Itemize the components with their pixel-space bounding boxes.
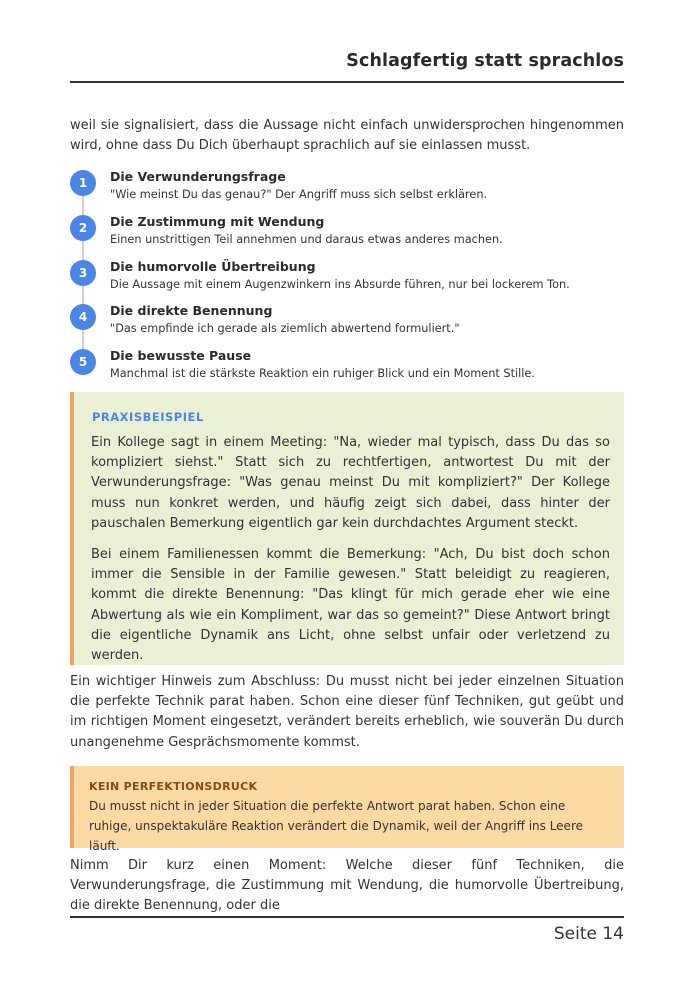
- step-item: [70, 301, 624, 341]
- step-title: Die direkte Benennung: [110, 303, 273, 318]
- practice-example-paragraph: Bei einem Familienessen kommt die Bemerkung: "Ach, Du bist doch schon immer die Sensible in der Familie gewesen." Statt beleidigt zu reagieren, kommt die direkte Benennung: "Das klingt für mich gerade eher wie eine Abwertung als wie ein Kompliment, war das so gemeint?" Diese Antwort bringt die eigentliche Dynamik ans Licht, ohne selbst unfair oder verletzend zu werden.: [91, 547, 610, 664]
- step-item: [70, 167, 624, 207]
- step-number-badge: 2: [70, 215, 96, 241]
- hint-paragraph: Ein wichtiger Hinweis zum Abschluss: Du musst nicht bei jeder einzelnen Situation die perfekte Technik parat haben. Schon eine dieser fünf Techniken, gut geübt und im richtigen Moment eingesetzt, verändert bereits erheblich, wie souverän Du durch unangenehme Gesprächsmomente kommst.: [70, 674, 624, 750]
- practice-example-paragraph: Ein Kollege sagt in einem Meeting: "Na, wieder mal typisch, dass Du das so kompliziert siehst." Statt sich zu rechtfertigen, antwortest Du mit der Verwunderungsfrage: "Was genau meinst Du mit kompliziert?" Der Kollege muss nun konkret werden, und häufig zeigt sich dabei, dass hinter der pauschalen Bemerkung eigentlich gar kein durchdachtes Argument steckt.: [91, 435, 610, 531]
- step-description: "Wie meinst Du das genau?" Der Angriff muss sich selbst erklären.: [110, 188, 488, 201]
- header-title: Schlagfertig statt sprachlos: [346, 51, 624, 71]
- page-number: Seite 14: [553, 924, 624, 944]
- practice-example-label: PRAXISBEISPIEL: [92, 410, 204, 424]
- practice-example-box: [70, 392, 624, 665]
- step-number-badge: 5: [70, 349, 96, 375]
- callout-label: KEIN PERFEKTIONSDRUCK: [89, 780, 258, 793]
- step-description: Die Aussage mit einem Augenzwinkern ins Absurde führen, nur bei lockerem Ton.: [110, 278, 570, 291]
- callout-box: [70, 766, 624, 853]
- step-description: "Das empfinde ich gerade als ziemlich abwertend formuliert.": [110, 322, 460, 335]
- step-title: Die Zustimmung mit Wendung: [110, 214, 325, 229]
- step-item: [70, 346, 624, 386]
- footer-divider: [70, 916, 624, 918]
- closing-paragraph: Nimm Dir kurz einen Moment: Welche dieser fünf Techniken, die Verwunderungsfrage, die Zustimmung mit Wendung, die humorvolle Übertreibung, die direkte Benennung, oder die: [70, 858, 624, 914]
- step-number-badge: 3: [70, 260, 96, 286]
- step-title: Die bewusste Pause: [110, 348, 252, 363]
- header-divider: [70, 81, 624, 83]
- document-page: [70, 0, 624, 990]
- callout-text: Du musst nicht in jeder Situation die perfekte Antwort parat haben. Schon eine ruhige, unspektakuläre Reaktion verändert die Dynamik, weil der Angriff ins Leere läuft.: [89, 799, 583, 853]
- step-description: Manchmal ist die stärkste Reaktion ein ruhiger Blick und ein Moment Stille.: [110, 367, 535, 380]
- step-description: Einen unstrittigen Teil annehmen und daraus etwas anderes machen.: [110, 233, 503, 246]
- step-item: [70, 212, 624, 252]
- step-number-badge: 4: [70, 304, 96, 330]
- intro-paragraph: weil sie signalisiert, dass die Aussage nicht einfach unwidersprochen hingenommen wird, ohne dass Du Dich überhaupt sprachlich auf sie einlassen musst.: [70, 118, 624, 154]
- step-title: Die humorvolle Übertreibung: [110, 259, 316, 274]
- step-title: Die Verwunderungsfrage: [110, 169, 286, 184]
- step-number-badge: 1: [70, 170, 96, 196]
- step-item: [70, 257, 624, 297]
